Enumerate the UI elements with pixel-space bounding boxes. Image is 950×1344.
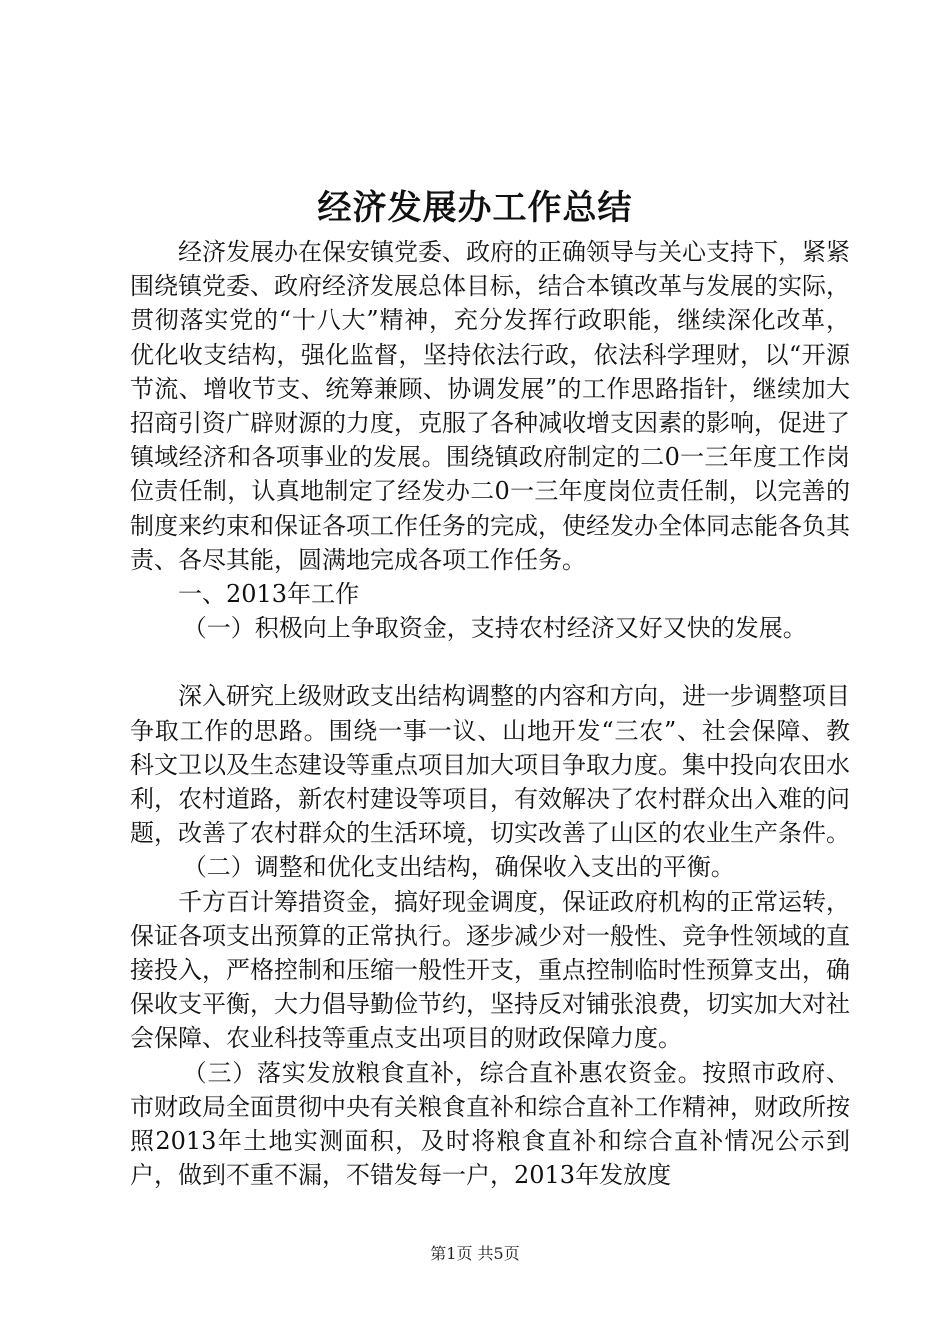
paragraph-expenditure: 千方百计筹措资金，搞好现金调度，保证政府机构的正常运转，保证各项支出预算的正常执行。逐步减少对一般性、竞争性领域的直接投入，严格控制和压缩一般性开支，重点控制临时性预算支出，确保收支平衡，大力倡导勤俭节约，坚持反对铺张浪费，切实加大对社会保障、农业科技等重点支出项目的财政保障力度。 [130,887,850,1053]
subheading-expenditure: （二）调整和优化支出结构，确保收入支出的平衡。 [182,853,735,882]
paragraph-subsidy: （三）落实发放粮食直补，综合直补惠农资金。按照市政府、市财政局全面贯彻中央有关粮食直补和综合直补工作精神，财政所按照2013年土地实测面积，及时将粮食直补和综合直补情况公示到户，做到不重不漏，不错发每一户，2013年发放度 [130,1058,850,1190]
document-body [130,235,850,1192]
paragraph-intro: 经济发展办在保安镇党委、政府的正确领导与关心支持下，紧紧围绕镇党委、政府经济发展总体目标，结合本镇改革与发展的实际，贯彻落实党的“十八大”精神，充分发挥行政职能，继续深化改革，优化收支结构，强化监督，坚持依法行政，依法科学理财，以“开源节流、增收节支、统筹兼顾、协调发展”的工作思路指针，继续加大招商引资广辟财源的力度，克服了各种减收增支因素的影响，促进了镇域经济和各项事业的发展。围绕镇政府制定的二0一三年度工作岗位责任制，认真地制定了经发办二0一三年度岗位责任制，以完善的制度来约束和保证各项工作任务的完成，使经发办全体同志能各负其责、各尽其能，圆满地完成各项工作任务。 [130,238,850,574]
paragraph-funding: 深入研究上级财政支出结构调整的内容和方向，进一步调整项目争取工作的思路。围绕一事一议、山地开发“三农”、社会保障、教科文卫以及生态建设等重点项目加大项目争取力度。集中投向农田水利，农村道路，新农村建设等项目，有效解决了农村群众出入难的问题，改善了农村群众的生活环境，切实改善了山区的农业生产条件。 [130,682,850,848]
page-footer: 第1页 共5页 [430,1244,520,1263]
section-heading-2013-work: 一、2013年工作 [178,580,360,609]
document-title: 经济发展办工作总结 [317,188,633,228]
subheading-funding: （一）积极向上争取资金，支持农村经济又好又快的发展。 [182,614,807,643]
